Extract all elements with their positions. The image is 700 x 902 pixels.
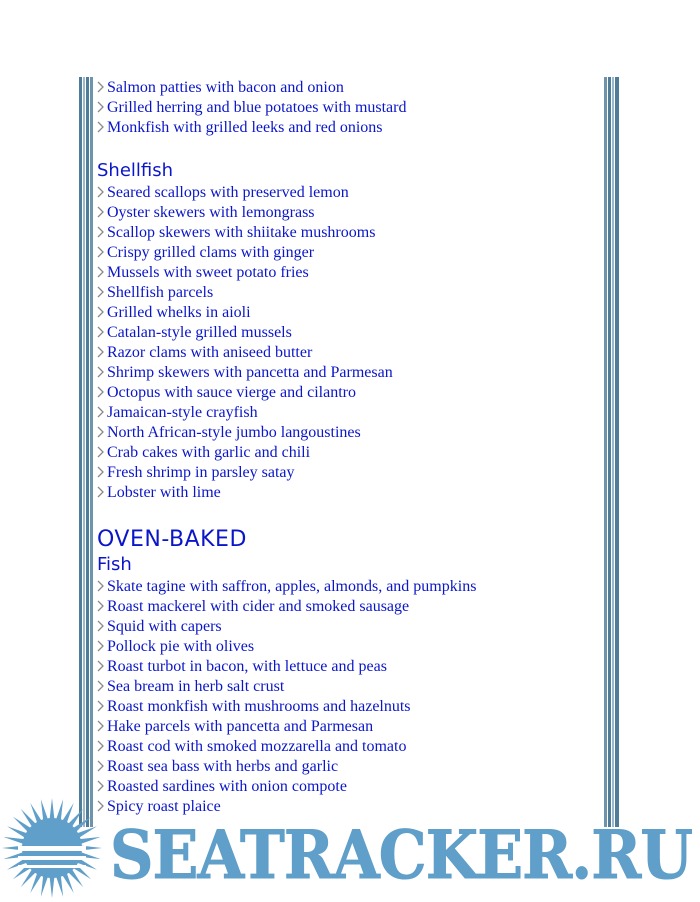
list-item: Skate tagine with saffron, apples, almonds, and pumpkins (97, 577, 597, 597)
arrow-bullet-icon (97, 718, 105, 730)
list-item: Catalan-style grilled mussels (97, 323, 597, 343)
arrow-bullet-icon (97, 758, 105, 770)
oven-baked-fish-list (97, 577, 597, 817)
arrow-bullet-icon (97, 119, 105, 131)
list-item: Shellfish parcels (97, 283, 597, 303)
arrow-bullet-icon (97, 484, 105, 496)
sun-ray (56, 875, 63, 897)
arrow-bullet-icon (97, 344, 105, 356)
sun-ray (56, 799, 63, 821)
list-item: Hake parcels with pancetta and Parmesan (97, 717, 597, 737)
list-item: Fresh shrimp in parsley satay (97, 463, 597, 483)
arrow-bullet-icon (97, 578, 105, 590)
fish-heading: Fish (97, 554, 132, 575)
arrow-bullet-icon (97, 444, 105, 456)
list-item: North African-style jumbo langoustines (97, 423, 597, 443)
arrow-bullet-icon (97, 224, 105, 236)
arrow-bullet-icon (97, 598, 105, 610)
list-item: Crispy grilled clams with ginger (97, 243, 597, 263)
arrow-bullet-icon (97, 698, 105, 710)
list-item: Grilled whelks in aioli (97, 303, 597, 323)
arrow-bullet-icon (97, 264, 105, 276)
arrow-bullet-icon (97, 618, 105, 630)
arrow-bullet-icon (97, 184, 105, 196)
list-item: Squid with capers (97, 617, 597, 637)
arrow-bullet-icon (97, 404, 105, 416)
sun-ray (50, 876, 55, 898)
list-item: Roast cod with smoked mozzarella and tomato (97, 737, 597, 757)
intro-fish-list (97, 78, 597, 138)
list-item: Roast turbot in bacon, with lettuce and peas (97, 657, 597, 677)
arrow-bullet-icon (97, 204, 105, 216)
menu-content (97, 78, 597, 817)
sun-ray (3, 837, 25, 844)
shellfish-heading: Shellfish (97, 160, 174, 181)
list-item: Mussels with sweet potato fries (97, 263, 597, 283)
arrow-bullet-icon (97, 678, 105, 690)
arrow-bullet-icon (97, 424, 105, 436)
arrow-bullet-icon (97, 638, 105, 650)
list-item: Oyster skewers with lemongrass (97, 203, 597, 223)
arrow-bullet-icon (97, 364, 105, 376)
watermark-text: SEATRACKER.RU (110, 816, 693, 894)
arrow-bullet-icon (97, 99, 105, 111)
arrow-bullet-icon (97, 384, 105, 396)
arrow-bullet-icon (97, 304, 105, 316)
sun-ray (41, 875, 48, 897)
arrow-bullet-icon (97, 738, 105, 750)
arrow-bullet-icon (97, 79, 105, 91)
list-item: Scallop skewers with shiitake mushrooms (97, 223, 597, 243)
sun-ray (50, 798, 55, 820)
list-item: Grilled herring and blue potatoes with mustard (97, 98, 597, 118)
sun-logo-icon (2, 798, 102, 898)
list-item: Spicy roast plaice (97, 797, 597, 817)
list-item: Crab cakes with garlic and chili (97, 443, 597, 463)
sun-ray (79, 837, 101, 844)
list-item: Roast mackerel with cider and smoked sausage (97, 597, 597, 617)
arrow-bullet-icon (97, 778, 105, 790)
list-item: Roasted sardines with onion compote (97, 777, 597, 797)
arrow-bullet-icon (97, 658, 105, 670)
list-item: Octopus with sauce vierge and cilantro (97, 383, 597, 403)
list-item: Sea bream in herb salt crust (97, 677, 597, 697)
list-item: Lobster with lime (97, 483, 597, 503)
list-item: Roast sea bass with herbs and garlic (97, 757, 597, 777)
list-item: Salmon patties with bacon and onion (97, 78, 597, 98)
arrow-bullet-icon (97, 284, 105, 296)
seatracker-watermark (0, 798, 700, 902)
arrow-bullet-icon (97, 464, 105, 476)
list-item: Roast monkfish with mushrooms and hazelnuts (97, 697, 597, 717)
list-item: Jamaican-style crayfish (97, 403, 597, 423)
arrow-bullet-icon (97, 244, 105, 256)
oven-baked-heading: OVEN-BAKED (97, 527, 247, 552)
shellfish-list (97, 183, 597, 503)
list-item: Seared scallops with preserved lemon (97, 183, 597, 203)
sun-ray (41, 799, 48, 821)
list-item: Shrimp skewers with pancetta and Parmesan (97, 363, 597, 383)
list-item: Monkfish with grilled leeks and red onions (97, 118, 597, 138)
list-item: Razor clams with aniseed butter (97, 343, 597, 363)
arrow-bullet-icon (97, 324, 105, 336)
list-item: Pollock pie with olives (97, 637, 597, 657)
